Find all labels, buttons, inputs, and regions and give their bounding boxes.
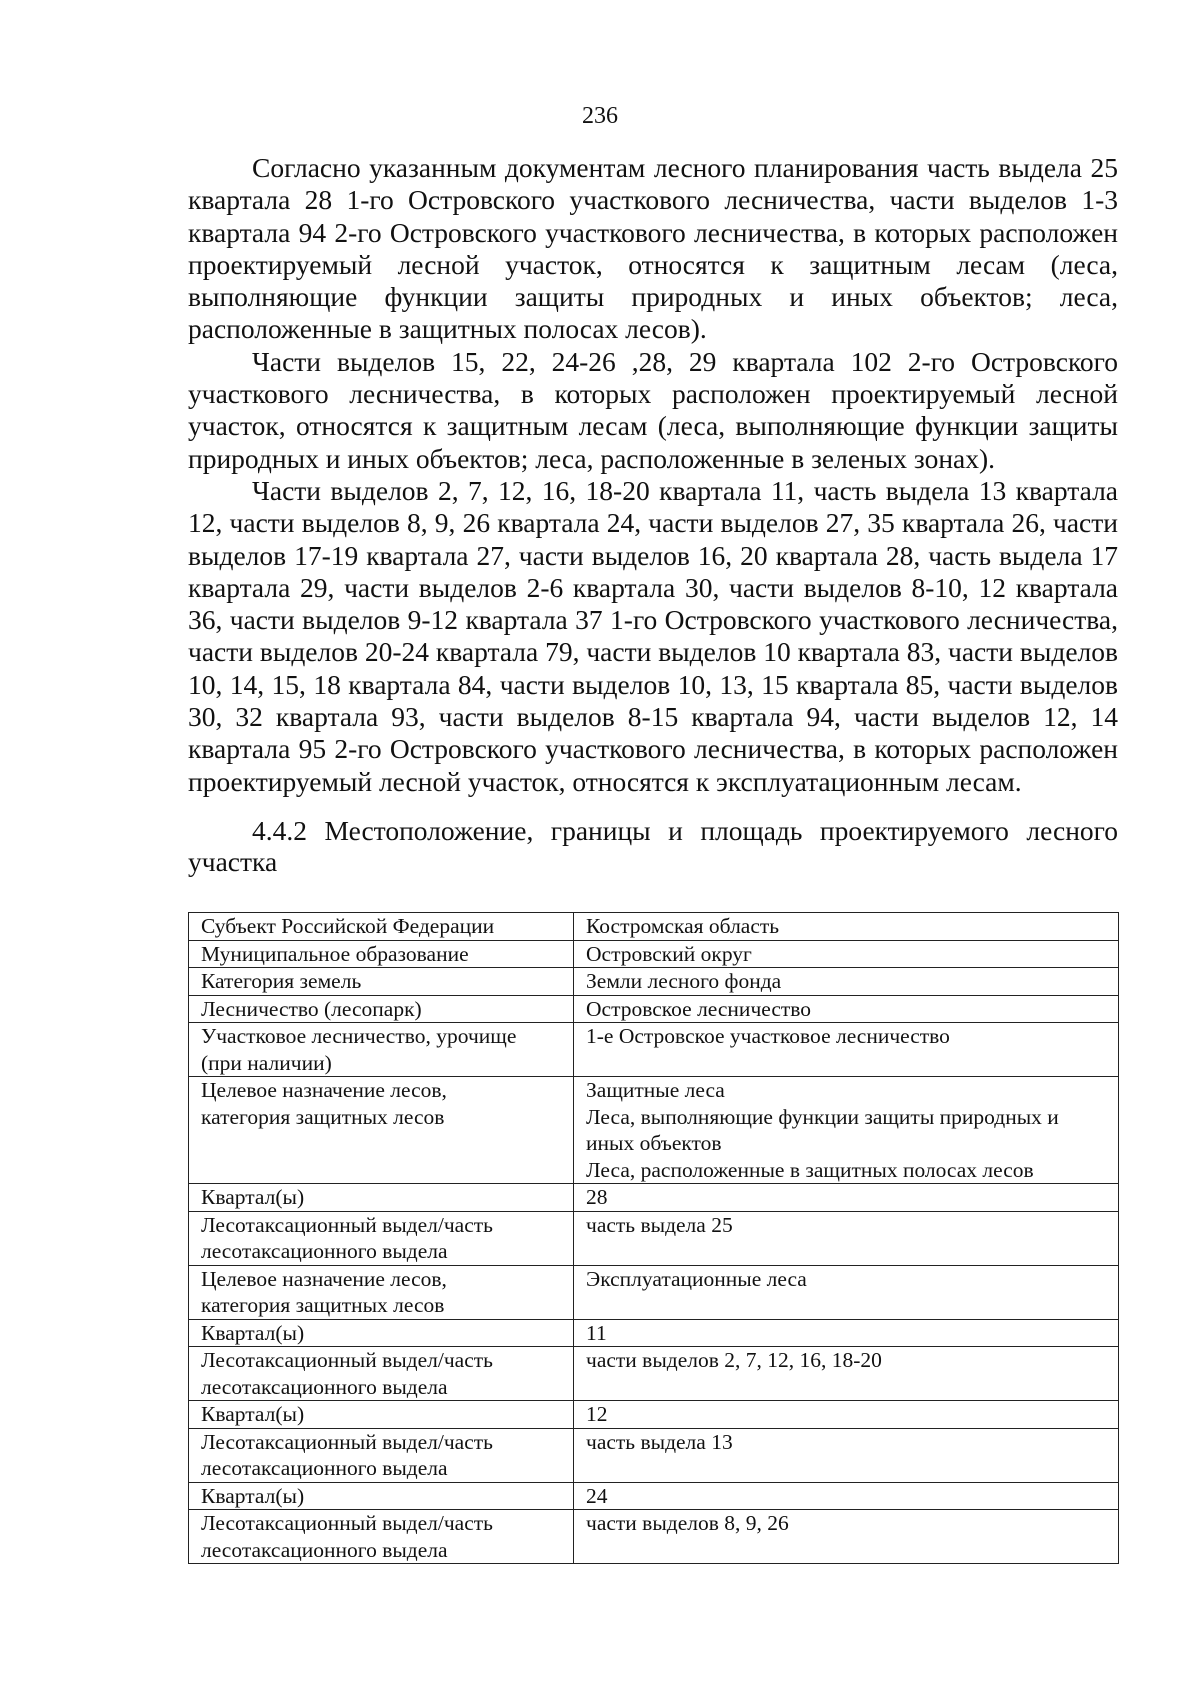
table-row xyxy=(189,1319,1119,1347)
table-row xyxy=(189,1482,1119,1510)
table-label-cell xyxy=(189,940,574,968)
table-cell-line: лесотаксационного выдела xyxy=(201,1239,448,1263)
table-value-cell xyxy=(574,1211,1119,1265)
section-heading: 4.4.2 Местоположение, границы и площадь проектируемого лесного участка xyxy=(188,815,1118,877)
table-cell-line: категория защитных лесов xyxy=(201,1293,445,1317)
table-cell-line: Островский округ xyxy=(586,941,752,966)
table-value-cell xyxy=(574,1265,1119,1319)
table-cell-line: Муниципальное образование xyxy=(201,941,469,966)
table-label-cell xyxy=(189,913,574,941)
table-cell-line: Категория земель xyxy=(201,969,362,993)
table-row xyxy=(189,1510,1119,1564)
table-value-cell xyxy=(574,1077,1119,1184)
table-cell-line: Островское лесничество xyxy=(586,996,812,1021)
table-cell-line: лесотаксационного выдела xyxy=(201,1374,448,1399)
table-cell-line: 1-е Островское участковое лесничество xyxy=(586,1024,950,1048)
table-label-cell xyxy=(189,1428,574,1482)
table-cell-line: Костромская область xyxy=(586,914,780,938)
table-value-cell xyxy=(574,1319,1119,1347)
table-cell-line: 28 xyxy=(586,1185,608,1209)
page-number: 236 xyxy=(582,103,618,129)
table-row xyxy=(189,1211,1119,1265)
table-value-cell xyxy=(574,940,1119,968)
table-row xyxy=(189,1184,1119,1212)
table-label-cell xyxy=(189,1347,574,1401)
table-row xyxy=(189,968,1119,996)
table-row xyxy=(189,913,1119,941)
table-cell-line: Субъект Российской Федерации xyxy=(201,914,495,938)
table-cell-line: Квартал(ы) xyxy=(201,1185,305,1209)
paragraph: Части выделов 2, 7, 12, 16, 18-20 квартала 11, часть выдела 13 квартала 12, части выделов 8, 9, 26 квартала 24, части выделов 27, 35 квартала 26, части выделов 17-19 квартала 27, части выделов 16, 20 квартала 28, часть выдела 17 квартала 29, части выделов 2-6 квартала 30, части выделов 8-10, 12 квартала 36, части выделов 9-12 квартала 37 1-го Островского участкового лесничества, части выделов 20-24 квартала 79, части выделов 10 квартала 83, части выделов 10, 14, 15, 18 квартала 84, части выделов 10, 13, 15 квартала 85, части выделов 30, 32 квартала 93, части выделов 8-15 квартала 94, части выделов 12, 14 квартала 95 2-го Островского участкового лесничества, в которых расположен проектируемый лесной участок, относятся к эксплуатационным лесам. xyxy=(188,474,1118,797)
table-label-cell xyxy=(189,1077,574,1184)
table-cell-line: 11 xyxy=(586,1320,607,1345)
table-value-cell xyxy=(574,968,1119,996)
table-cell-line: Лесотаксационный выдел/часть xyxy=(201,1212,493,1237)
table-cell-line: Леса, выполняющие функции защиты природных и иных объектов xyxy=(586,1104,1059,1155)
table-cell-line: Лесотаксационный выдел/часть xyxy=(201,1348,493,1372)
table-cell-line: часть выдела 25 xyxy=(586,1212,733,1237)
table-value-cell xyxy=(574,1482,1119,1510)
table-cell-line: Квартал(ы) xyxy=(201,1320,305,1345)
table-body xyxy=(189,913,1119,1564)
table-row xyxy=(189,1265,1119,1319)
table-value-cell xyxy=(574,1428,1119,1482)
table-row xyxy=(189,1401,1119,1429)
paragraph: Части выделов 15, 22, 24-26 ,28, 29 квартала 102 2-го Островского участкового лесничества, в которых расположен проектируемый лесной участок, относятся к защитным лесам (леса, выполняющие функции защиты природных и иных объектов; леса, расположенные в зеленых зонах). xyxy=(188,345,1118,474)
table-cell-line: части выделов 2, 7, 12, 16, 18-20 xyxy=(586,1348,882,1372)
table-cell-line: Квартал(ы) xyxy=(201,1402,305,1426)
table-cell-line: 24 xyxy=(586,1483,608,1508)
table-label-cell xyxy=(189,1510,574,1564)
table-cell-line: Целевое назначение лесов, xyxy=(201,1078,447,1102)
table-value-cell xyxy=(574,995,1119,1023)
table-cell-line: (при наличии) xyxy=(201,1050,332,1075)
table-cell-line: Участковое лесничество, урочище xyxy=(201,1024,517,1048)
table-label-cell xyxy=(189,1265,574,1319)
table-value-cell xyxy=(574,1347,1119,1401)
table-value-cell xyxy=(574,1184,1119,1212)
table-cell-line: лесотаксационного выдела xyxy=(201,1537,448,1562)
table-label-cell xyxy=(189,1482,574,1510)
table-value-cell xyxy=(574,1401,1119,1429)
table-value-cell xyxy=(574,1510,1119,1564)
table-cell-line: категория защитных лесов xyxy=(201,1104,445,1129)
table-label-cell xyxy=(189,995,574,1023)
forest-plot-table xyxy=(188,912,1119,1564)
table-cell-line: Лесотаксационный выдел/часть xyxy=(201,1429,493,1454)
table-row xyxy=(189,1077,1119,1184)
table-cell-line: Леса, расположенные в защитных полосах лесов xyxy=(586,1157,1034,1182)
table-label-cell xyxy=(189,1211,574,1265)
paragraph: Согласно указанным документам лесного планирования часть выдела 25 квартала 28 1-го Островского участкового лесничества, части выделов 1-3 квартала 94 2-го Островского участкового лесничества, в которых расположен проектируемый лесной участок, относятся к защитным лесам (леса, выполняющие функции защиты природных и иных объектов; леса, расположенные в защитных полосах лесов). xyxy=(188,152,1118,345)
table-row xyxy=(189,940,1119,968)
table-cell-line: лесотаксационного выдела xyxy=(201,1456,448,1480)
table-label-cell xyxy=(189,1184,574,1212)
table-row xyxy=(189,1347,1119,1401)
table-label-cell xyxy=(189,968,574,996)
table-value-cell xyxy=(574,913,1119,941)
table-row xyxy=(189,995,1119,1023)
body-text xyxy=(188,152,1118,798)
table-cell-line: Лесотаксационный выдел/часть xyxy=(201,1511,493,1535)
table-cell-line: Защитные леса xyxy=(586,1078,725,1102)
table-label-cell xyxy=(189,1023,574,1077)
table-cell-line: Земли лесного фонда xyxy=(586,969,782,993)
table-row xyxy=(189,1428,1119,1482)
table-cell-line: Квартал(ы) xyxy=(201,1483,305,1508)
table-row xyxy=(189,1023,1119,1077)
table-value-cell xyxy=(574,1023,1119,1077)
table-cell-line: 12 xyxy=(586,1402,608,1426)
table-cell-line: часть выдела 13 xyxy=(586,1429,733,1454)
table-cell-line: Лесничество (лесопарк) xyxy=(201,996,422,1021)
table-cell-line: Целевое назначение лесов, xyxy=(201,1266,447,1291)
table-label-cell xyxy=(189,1319,574,1347)
table-cell-line: части выделов 8, 9, 26 xyxy=(586,1511,789,1535)
table-label-cell xyxy=(189,1401,574,1429)
table-cell-line: Эксплуатационные леса xyxy=(586,1266,807,1291)
